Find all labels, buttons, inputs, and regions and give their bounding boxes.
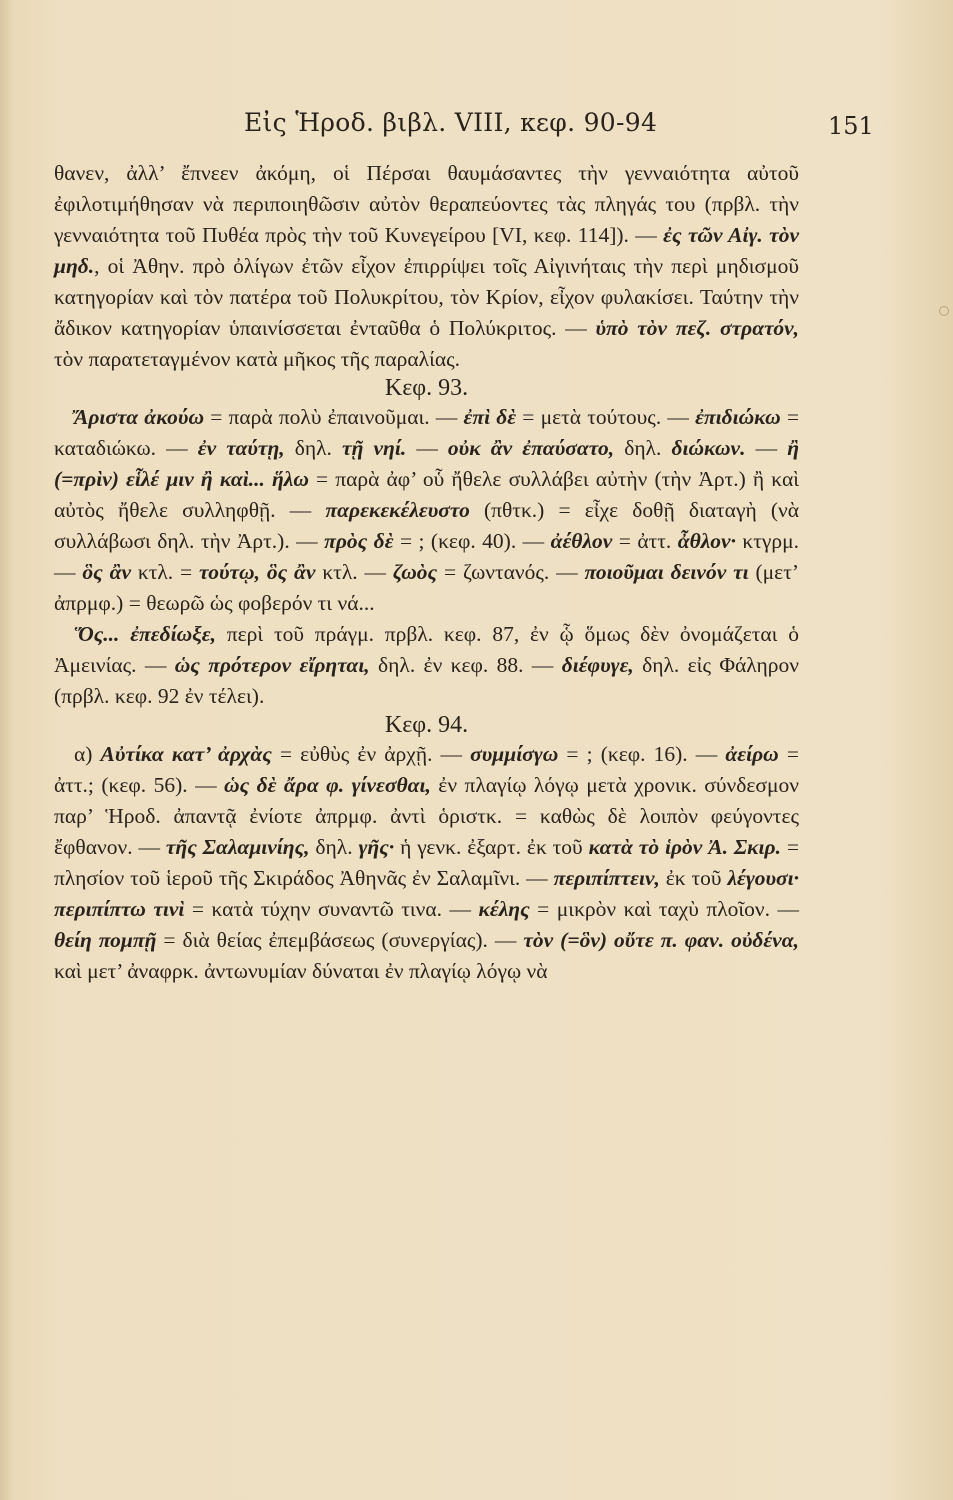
text-run: κτγρμ. — <box>54 529 799 584</box>
lemma-term: ὡς πρότερον εἴρηται, <box>174 653 370 677</box>
text-run: δηλ. <box>614 436 672 460</box>
chapter-heading-94: Κεφ. 94. <box>384 712 469 738</box>
text-run: = ἀττ.; (κεφ. 56). — <box>54 742 799 797</box>
lemma-term: ἀέθλον <box>550 529 613 553</box>
text-run: , οἱ Ἀθην. πρὸ ὀλίγων ἐτῶν εἶχον ἐπιρρίψει τοῖς Αἰγινήταις τὴν περὶ μηδισμοῦ κατηγορίαν καὶ τὸν πατέρα τοῦ Πολυκρίτου, τὸν Κρίον, εἶχον φυλακίσει. Ταύτην τὴν ἄδικον κατηγορίαν ὑπαινίσσεται ἐνταῦθα ὁ Πολύκριτος. — <box>54 254 799 340</box>
commentary-paragraph-2 <box>54 402 799 619</box>
binding-hole-mark <box>939 306 949 316</box>
text-run: ἐκ τοῦ <box>659 866 728 890</box>
lemma-term: περιπίπτω τινὶ <box>54 897 185 921</box>
chapter-heading-93: Κεφ. 93. <box>384 375 469 401</box>
text-run: περὶ τοῦ πράγμ. πρβλ. κεφ. 87, ἐν ᾧ ὅμως δὲν ὀνομάζεται ὁ Ἀμεινίας. — <box>54 622 799 677</box>
text-run: = εὐθὺς ἐν ἀρχῇ. — <box>271 742 471 766</box>
text-run: θανεν, ἀλλ’ ἔπνεεν ἀκόμη, οἱ Πέρσαι θαυμάσαντες τὴν γενναιότητα αὐτοῦ ἐφιλοτιμήθησαν νὰ περιποιηθῶσιν αὐτὸν θεραπεύοντες τὰς πληγάς του (πρβλ. τὴν γενναιότητα τοῦ Πυθέα πρὸς τὴν τοῦ Κυνεγείρου [VI, κεφ. 114]). — <box>54 161 799 247</box>
lemma-term: συμμίσγω <box>470 742 559 766</box>
lemma-term: γῆς· <box>358 835 395 859</box>
lemma-term: ἐν ταύτῃ, <box>197 436 285 460</box>
text-run: κτλ. = <box>131 560 199 584</box>
text-run: — <box>745 436 788 460</box>
text-run: = μικρὸν καὶ ταχὺ πλοῖον. — <box>529 897 799 921</box>
text-run: καὶ μετ’ ἀναφρκ. ἀντωνυμίαν δύναται ἐν πλαγίῳ λόγῳ νὰ <box>54 959 548 983</box>
page-body <box>54 158 799 987</box>
page-header <box>0 108 953 148</box>
commentary-paragraph-1 <box>54 158 799 375</box>
text-run: — <box>406 436 448 460</box>
lemma-term: θείη πομπῇ <box>54 928 157 952</box>
text-run: = καταδιώκω. — <box>54 405 799 460</box>
text-run: δηλ. ἐν κεφ. 88. — <box>369 653 562 677</box>
text-run: (πθτκ.) = εἶχε δοθῇ διαταγὴ (νὰ συλλάβωσι δηλ. τὴν Ἀρτ.). — <box>54 498 799 553</box>
text-run: = ζωντανός. — <box>437 560 585 584</box>
page-number: 151 <box>828 112 874 140</box>
lemma-term: ὑπὸ τὸν πεζ. στρατόν, <box>595 316 799 340</box>
lemma-term: παρεκεκέλευστο <box>325 498 470 522</box>
text-run: δηλ. εἰς Φάληρον (πρβλ. κεφ. 92 ἐν τέλει). <box>54 653 799 708</box>
text-run: = ἀττ. <box>612 529 678 553</box>
lemma-term: Αὐτίκα κατ’ ἀρχὰς <box>100 742 272 766</box>
text-run: κτλ. — <box>315 560 393 584</box>
text-run: = μετὰ τούτους. — <box>516 405 696 429</box>
text-run: = πλησίον τοῦ ἱεροῦ τῆς Σκιράδος Ἀθηνᾶς ἐν Σαλαμῖνι. — <box>54 835 799 890</box>
lemma-term: κατὰ τὸ ἱρὸν Ἀ. Σκιρ. <box>588 835 781 859</box>
lemma-term: περιπίπτειν, <box>553 866 660 890</box>
commentary-paragraph-3 <box>54 619 799 712</box>
text-run: = ; (κεφ. 16). — <box>558 742 726 766</box>
lemma-term: ἢ (=πρὶν) εἷλέ μιν ἢ καὶ... ἥλω <box>54 436 799 491</box>
running-title: Εἰς Ἡροδ. βιβλ. VIII, κεφ. 90-94 <box>244 108 658 137</box>
lemma-term: λέγουσι· <box>727 866 799 890</box>
text-run: (μετ’ ἀπρμφ.) = θεωρῶ ὡς φοβερόν τι νά... <box>54 560 800 615</box>
text-run: δηλ. <box>284 436 343 460</box>
lemma-term: τὸν (=ὃν) οὔτε π. φαν. οὐδένα, <box>523 928 799 952</box>
text-run: = κατὰ τύχην συναντῶ τινα. — <box>184 897 479 921</box>
lemma-term: ἆθλον· <box>677 529 736 553</box>
text-run: δηλ. <box>309 835 359 859</box>
lemma-term: ὃς ἂν <box>82 560 132 584</box>
lemma-term: τῆς Σαλαμινίης, <box>165 835 310 859</box>
text-run: = παρὰ ἀφ’ οὗ ἤθελε συλλάβει αὐτὴν (τὴν Ἀρτ.) ἢ καὶ αὐτὸς ἤθελε συλληφθῇ. — <box>54 467 799 522</box>
lemma-term: κέλης <box>478 897 530 921</box>
lemma-term: τῇ νηί. <box>342 436 407 460</box>
commentary-paragraph-4 <box>54 739 799 987</box>
lemma-term: ὡς δὲ ἄρα φ. γίνεσθαι, <box>224 773 431 797</box>
lemma-term: ποιοῦμαι δεινόν τι <box>584 560 749 584</box>
text-run: = παρὰ πολὺ ἐπαινοῦμαι. — <box>204 405 464 429</box>
text-run: α) <box>74 742 101 766</box>
text-run: = ; (κεφ. 40). — <box>393 529 551 553</box>
lemma-term: διώκων. <box>671 436 746 460</box>
lemma-term: Ἄριστα ἀκούω <box>74 405 205 429</box>
text-run: ἡ γενκ. ἐξαρτ. ἐκ τοῦ <box>394 835 589 859</box>
text-run: τὸν παρατεταγμένον κατὰ μῆκος τῆς παραλίας. <box>54 347 461 371</box>
lemma-term: οὐκ ἂν ἐπαύσατο, <box>447 436 615 460</box>
lemma-term: ἐς τῶν Αἰγ. τὸν μηδ. <box>54 223 799 278</box>
lemma-term: Ὅς... ἐπεδίωξε, <box>74 622 216 646</box>
lemma-term: διέφυγε, <box>561 653 634 677</box>
lemma-term: ἐπιδιώκω <box>695 405 781 429</box>
lemma-term: ἀείρω <box>725 742 779 766</box>
lemma-term: τούτῳ, ὃς ἂν <box>199 560 316 584</box>
lemma-term: πρὸς δὲ <box>324 529 394 553</box>
text-run: = διὰ θείας ἐπεμβάσεως (συνεργίας). — <box>156 928 524 952</box>
lemma-term: ἐπὶ δὲ <box>463 405 517 429</box>
lemma-term: ζωὸς <box>392 560 438 584</box>
text-run: ἐν πλαγίῳ λόγῳ μετὰ χρονικ. σύνδεσμον παρ’ Ἡροδ. ἀπαντᾷ ἐνίοτε ἀπρμφ. ἀντὶ ὁριστκ. = καθὼς δὲ λοιπὸν φεύγοντες ἔφθανον. — <box>54 773 799 859</box>
